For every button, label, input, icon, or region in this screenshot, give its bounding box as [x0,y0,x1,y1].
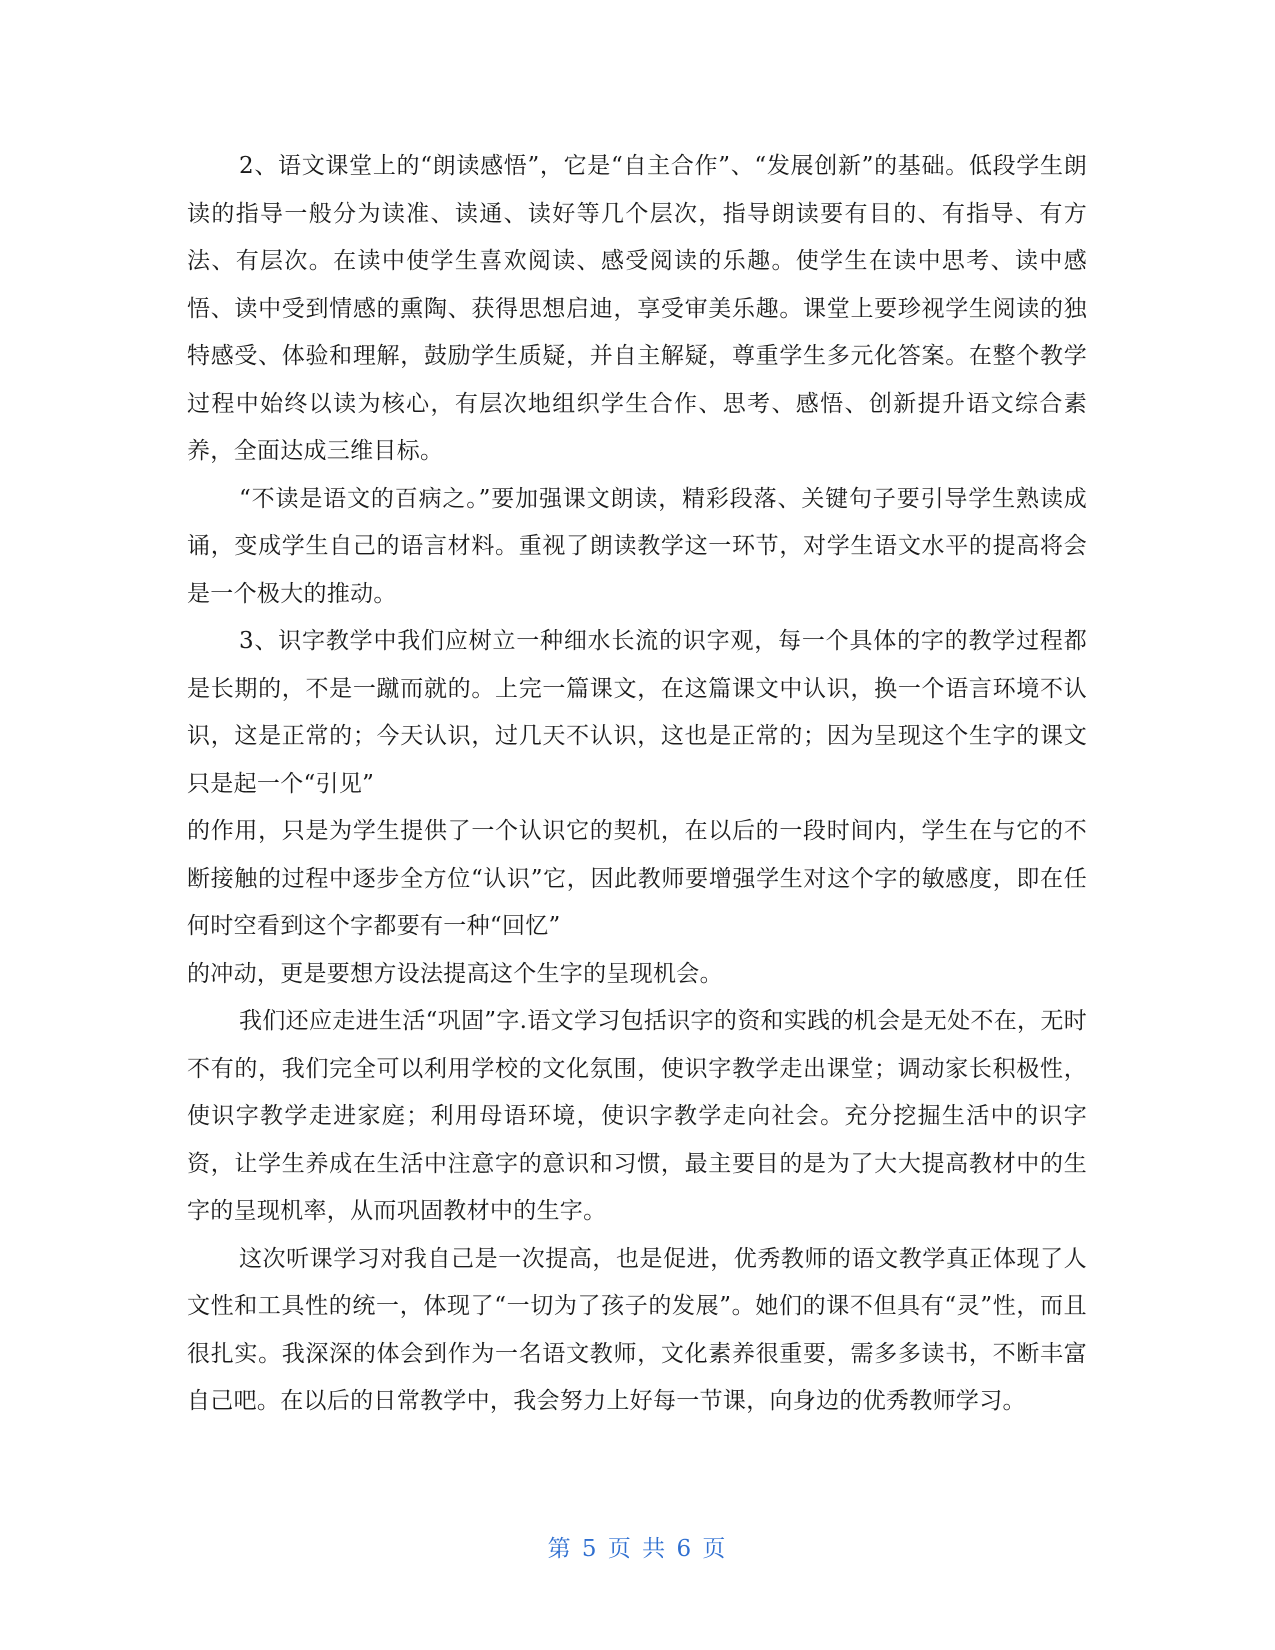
paragraph-literacy-continued: 的作用，只是为学生提供了一个认识它的契机，在以后的一段时间内，学生在与它的不断接触的过程中逐步全方位“认识”它，因此教师要增强学生对这个字的敏感度，即在任何时空看到这个字都要有一种“回忆” [187,818,1087,939]
paragraph-literacy-teaching: 3、识字教学中我们应树立一种细水长流的识字观，每一个具体的字的教学过程都是长期的，不是一蹴而就的。上完一篇课文，在这篇课文中认识，换一个语言环境不认识，这是正常的；今天认识，过几天不认识，这也是正常的；因为呈现这个生字的课文只是起一个“引见” [187,628,1087,797]
paragraph-life-literacy: 我们还应走进生活“巩固”字.语文学习包括识字的资和实践的机会是无处不在，无时不有的，我们完全可以利用学校的文化氛围，使识字教学走出课堂；调动家长积极性，使识字教学走进家庭；利用母语环境，使识字教学走向社会。充分挖掘生活中的识字资，让学生养成在生活中注意字的意识和习惯，最主要目的是为了大大提高教材中的生字的呈现机率，从而巩固教材中的生字。 [187,1008,1087,1224]
page-number-footer: 第 5 页 共 6 页 [547,1536,728,1562]
paragraph-reading-aloud: “不读是语文的百病之。”要加强课文朗读，精彩段落、关键句子要引导学生熟读成诵，变成学生自己的语言材料。重视了朗读教学这一环节，对学生语文水平的提高将会是一个极大的推动。 [187,485,1087,607]
paragraph-literacy-end: 的冲动，更是要想方设法提高这个生字的呈现机会。 [187,960,723,987]
paragraph-conclusion: 这次听课学习对我自己是一次提高，也是促进，优秀教师的语文教学真正体现了人文性和工具性的统一，体现了“一切为了孩子的发展”。她们的课不但具有“灵”性，而且很扎实。我深深的体会到作为一名语文教师，文化素养很重要，需多多读书，不断丰富自己吧。在以后的日常教学中，我会努力上好每一节课，向身边的优秀教师学习。 [187,1245,1087,1414]
document-body [187,143,1087,1426]
paragraph-reading-comprehension: 2、语文课堂上的“朗读感悟”，它是“自主合作”、“发展创新”的基础。低段学生朗读的指导一般分为读准、读通、读好等几个层次，指导朗读要有目的、有指导、有方法、有层次。在读中使学生喜欢阅读、感受阅读的乐趣。使学生在读中思考、读中感悟、读中受到情感的熏陶、获得思想启迪，享受审美乐趣。课堂上要珍视学生阅读的独特感受、体验和理解，鼓励学生质疑，并自主解疑，尊重学生多元化答案。在整个教学过程中始终以读为核心，有层次地组织学生合作、思考、感悟、创新提升语文综合素养，全面达成三维目标。 [187,153,1087,464]
